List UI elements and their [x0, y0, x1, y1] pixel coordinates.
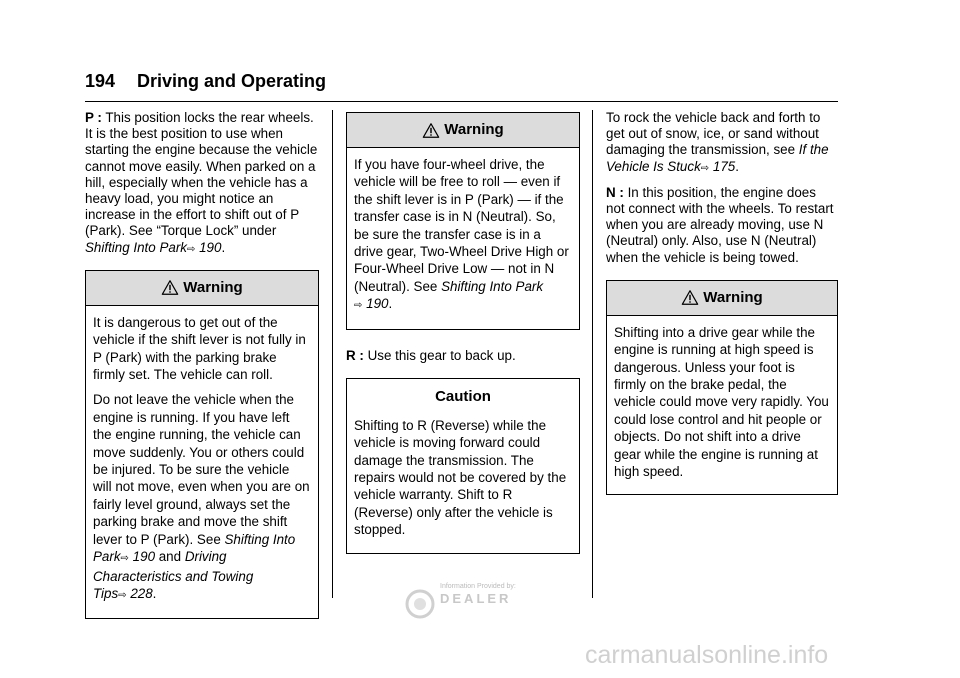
reverse-text: Use this gear to back up.	[363, 347, 516, 363]
page-header	[85, 71, 838, 99]
watermark-site: carmanualsonline.info	[585, 641, 829, 669]
end-text: .	[152, 585, 157, 601]
page-number: 194	[85, 71, 116, 91]
column-2	[346, 110, 580, 554]
warning-box	[85, 270, 319, 620]
warning-paragraph: It is dangerous to get out of the vehicle if the shift lever is not fully in P (Park) with the parking brake firmly set. The vehicle can roll.	[93, 314, 306, 383]
warning-text: If you have four-wheel drive, the vehicle will be free to roll — even if the shift lever is in P (Park) — if the transfer case is in N (Neutral). So, be sure the transfer case is in a drive gear, Two-Wheel Drive High or Four-Wheel Drive Low — not in N (Neutral). See	[354, 157, 569, 294]
header-rule	[85, 101, 838, 102]
caution-header	[347, 379, 579, 415]
warning-header	[347, 113, 579, 148]
warning-body	[607, 316, 837, 495]
column-divider	[332, 110, 333, 598]
caution-title: Caution	[435, 387, 491, 405]
page-ref[interactable]: 228	[130, 585, 153, 601]
arrow-right-icon: ⇨	[700, 162, 710, 174]
shifting-link[interactable]: Shifting Into Park	[93, 531, 296, 565]
watermark-provided-by: Information Provided by:	[440, 583, 516, 590]
reverse-term: R :	[346, 347, 364, 363]
warning-paragraph	[93, 391, 311, 604]
column-1	[85, 110, 319, 619]
reverse-paragraph	[346, 348, 580, 364]
section-title: Driving and Operating	[137, 71, 327, 91]
end-text: .	[388, 296, 393, 312]
warning-title: Warning	[183, 278, 243, 296]
caution-body	[347, 415, 579, 553]
park-link[interactable]: Shifting Into Park	[85, 239, 187, 255]
warning-triangle-icon	[681, 289, 699, 306]
towing-link[interactable]: Driving Characteristics and Towing Tips	[93, 549, 254, 601]
arrow-right-icon: ⇨	[118, 589, 127, 601]
watermark-logo-text: DEALER	[440, 591, 512, 606]
shifting-link[interactable]: Shifting Into Park	[441, 278, 544, 294]
end-text: .	[735, 158, 739, 174]
warning-body	[347, 148, 579, 329]
park-term: P :	[85, 110, 102, 125]
caution-box	[346, 378, 580, 554]
page-ref[interactable]: 190	[366, 296, 389, 312]
rock-text: To rock the vehicle back and forth to get out of snow, ice, or sand without damaging the transmission, see	[606, 110, 821, 158]
arrow-right-icon: ⇨	[186, 243, 196, 255]
warning-title: Warning	[703, 288, 763, 306]
neutral-term: N :	[606, 184, 624, 200]
warning-paragraph	[354, 156, 572, 315]
warning-header	[607, 281, 837, 316]
warning-header	[86, 271, 318, 306]
neutral-paragraph	[606, 185, 838, 266]
warning-text: Do not leave the vehicle when the engine is running. If you have left the engine running, the vehicle can move suddenly. You or others could be injured. To be sure the vehicle will not move, even when you are on fairly level ground, always set the parking brake and move the shift lever to P (Park). See	[93, 392, 310, 547]
warning-body	[86, 306, 318, 619]
park-page-ref[interactable]: 190	[199, 239, 222, 255]
warning-title: Warning	[444, 120, 504, 138]
warning-triangle-icon	[422, 122, 440, 139]
warning-triangle-icon	[161, 279, 179, 296]
column-divider	[592, 110, 593, 598]
caution-paragraph: Shifting to R (Reverse) while the vehicle is moving forward could damage the transmission. The repairs would not be covered by the vehicle warranty. Shift to R (Reverse) only after the vehicle is stopped.	[354, 417, 567, 538]
park-end: .	[221, 239, 226, 255]
neutral-text: In this position, the engine does not connect with the wheels. To restart when you are already moving, use N (Neutral) only. Also, use N (Neutral) when the vehicle is being towed.	[606, 184, 834, 265]
page-ref[interactable]: 190	[132, 549, 156, 565]
and-text: and	[155, 549, 185, 565]
park-text: This position locks the rear wheels. It is the best position to use when starting the engine because the vehicle cannot move easily. When parked on a hill, especially when the vehicle has a heavy load, you might notice an increase in the effort to shift out of P (Park). See “Torque Lock” under	[85, 110, 318, 239]
park-paragraph	[85, 110, 319, 258]
arrow-right-icon: ⇨	[354, 300, 363, 312]
warning-box	[346, 112, 580, 330]
page-ref[interactable]: 175	[712, 158, 736, 174]
column-3	[606, 110, 838, 495]
stuck-link[interactable]: If the Vehicle Is Stuck	[606, 142, 829, 174]
warning-box	[606, 280, 838, 496]
rock-paragraph	[606, 110, 838, 177]
warning-paragraph: Shifting into a drive gear while the engine is running at high speed is dangerous. Unless your foot is firmly on the brake pedal, the vehicle could move very rapidly. You could lose control and hit people or objects. Do not shift into a drive gear while the engine is running at high speed.	[614, 324, 829, 480]
arrow-right-icon: ⇨	[120, 553, 129, 565]
